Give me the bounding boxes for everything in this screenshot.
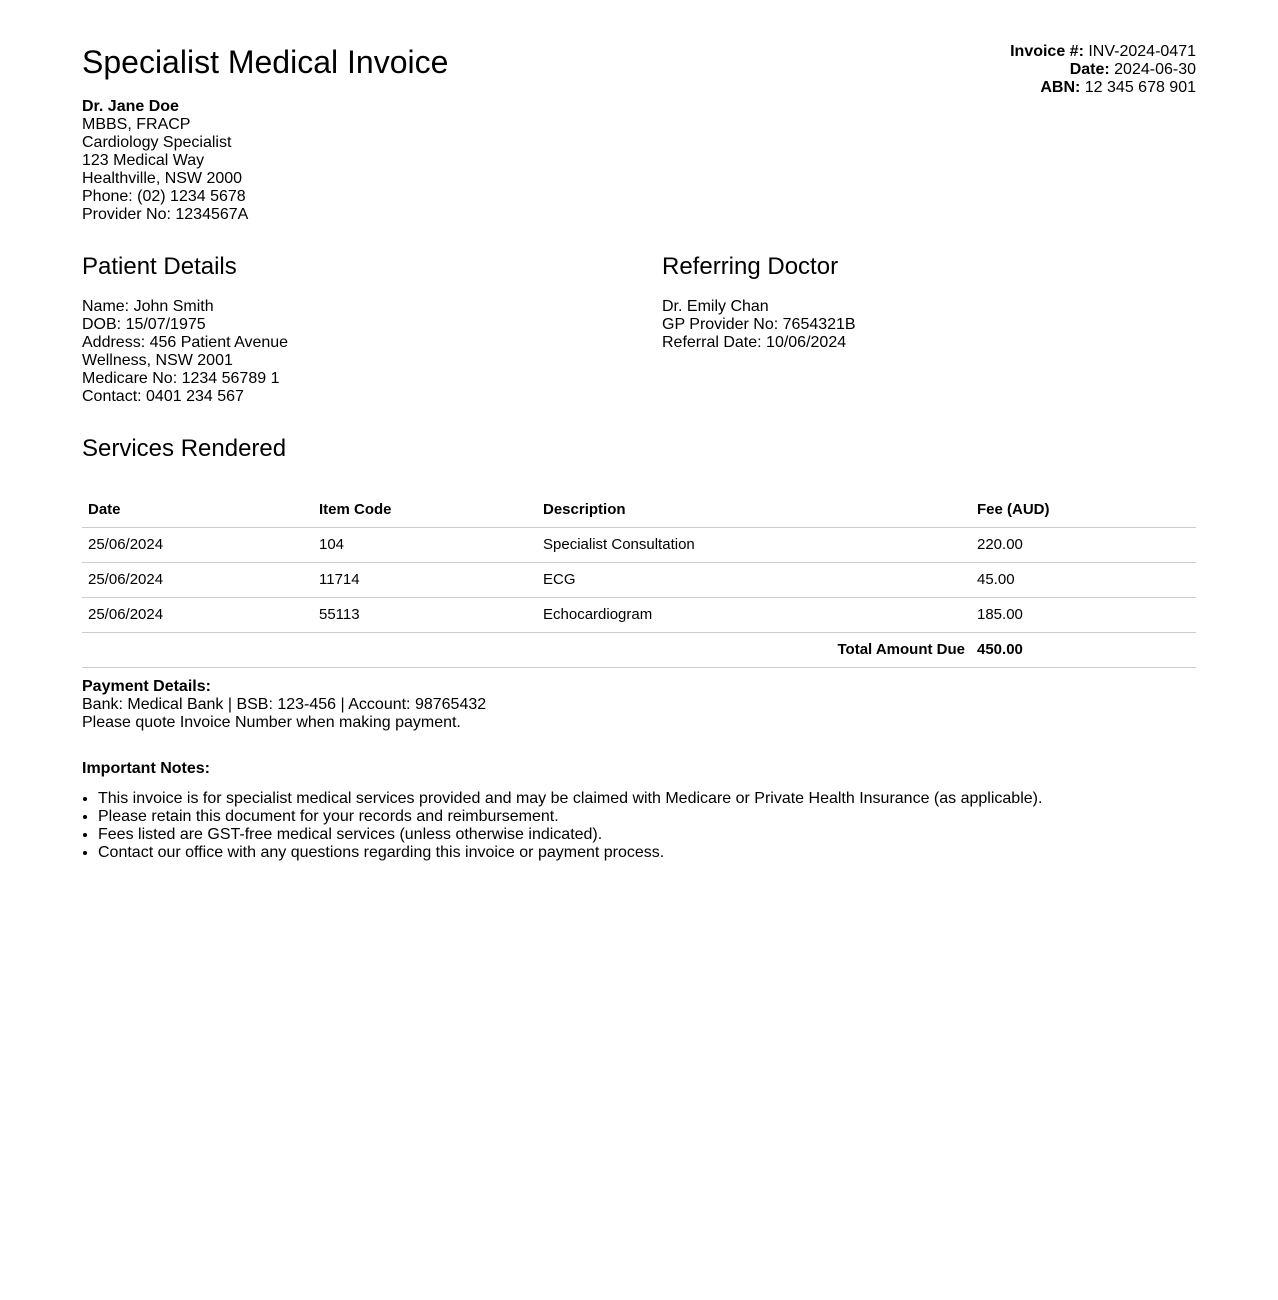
payment-details bbox=[82, 678, 486, 732]
total-row bbox=[82, 633, 1196, 668]
provider-number: Provider No: 1234567A bbox=[82, 206, 249, 223]
provider-name: Dr. Jane Doe bbox=[82, 98, 179, 115]
provider-address-line1: 123 Medical Way bbox=[82, 152, 205, 169]
column-header-fee: Fee (AUD) bbox=[971, 493, 1196, 528]
important-notes-label: Important Notes: bbox=[82, 760, 210, 777]
patient-medicare: Medicare No: 1234 56789 1 bbox=[82, 370, 280, 387]
invoice-number: INV-2024-0471 bbox=[1088, 43, 1196, 60]
service-item-code: 11714 bbox=[313, 563, 537, 598]
column-header-item-code: Item Code bbox=[313, 493, 537, 528]
provider-specialty: Cardiology Specialist bbox=[82, 134, 232, 151]
column-header-date: Date bbox=[82, 493, 313, 528]
service-fee: 220.00 bbox=[971, 528, 1196, 563]
table-row bbox=[82, 598, 1196, 633]
patient-dob: DOB: 15/07/1975 bbox=[82, 316, 206, 333]
notes-list bbox=[82, 790, 1196, 862]
service-date: 25/06/2024 bbox=[82, 528, 313, 563]
total-amount-value: 450.00 bbox=[971, 633, 1196, 668]
service-fee: 185.00 bbox=[971, 598, 1196, 633]
provider-address-line2: Healthville, NSW 2000 bbox=[82, 170, 243, 187]
invoice-date-label: Date: bbox=[1069, 61, 1110, 78]
abn-line bbox=[1010, 79, 1196, 97]
service-date: 25/06/2024 bbox=[82, 563, 313, 598]
service-date: 25/06/2024 bbox=[82, 598, 313, 633]
referrer-name: Dr. Emily Chan bbox=[662, 298, 769, 315]
list-item: • Fees listed are GST-free medical services (unless otherwise indicated). bbox=[98, 826, 1196, 844]
service-description: Specialist Consultation bbox=[537, 528, 971, 563]
list-item: • Please retain this document for your records and reimbursement. bbox=[98, 808, 1196, 826]
list-item: • This invoice is for specialist medical services provided and may be claimed with Medicare or Private Health Insurance (as applicable). bbox=[98, 790, 1196, 808]
abn-label: ABN: bbox=[1040, 79, 1081, 96]
table-row bbox=[82, 563, 1196, 598]
service-description: Echocardiogram bbox=[537, 598, 971, 633]
payment-bank-line: Bank: Medical Bank | BSB: 123-456 | Account: 98765432 bbox=[82, 696, 487, 713]
payment-instruction: Please quote Invoice Number when making payment. bbox=[82, 714, 461, 731]
referring-doctor-heading: Referring Doctor bbox=[662, 253, 839, 280]
services-heading: Services Rendered bbox=[82, 435, 287, 462]
referral-date: Referral Date: 10/06/2024 bbox=[662, 334, 847, 351]
invoice-number-line bbox=[1010, 43, 1196, 61]
referrer-provider-number: GP Provider No: 7654321B bbox=[662, 316, 856, 333]
patient-address-line1: Address: 456 Patient Avenue bbox=[82, 334, 289, 351]
patient-address-line2: Wellness, NSW 2001 bbox=[82, 352, 233, 369]
invoice-date-line bbox=[1010, 61, 1196, 79]
list-item: • Contact our office with any questions regarding this invoice or payment process. bbox=[98, 844, 1196, 862]
service-description: ECG bbox=[537, 563, 971, 598]
patient-details bbox=[82, 252, 642, 406]
abn-value: 12 345 678 901 bbox=[1084, 79, 1196, 96]
invoice-number-label: Invoice #: bbox=[1010, 43, 1084, 60]
invoice-meta bbox=[1010, 43, 1196, 97]
column-header-description: Description bbox=[537, 493, 971, 528]
patient-contact: Contact: 0401 234 567 bbox=[82, 388, 244, 405]
provider-qualifications: MBBS, FRACP bbox=[82, 116, 191, 133]
patient-details-heading: Patient Details bbox=[82, 253, 237, 280]
invoice-date: 2024-06-30 bbox=[1114, 61, 1196, 78]
services-section bbox=[82, 434, 1196, 668]
patient-name: Name: John Smith bbox=[82, 298, 214, 315]
service-item-code: 55113 bbox=[313, 598, 537, 633]
services-table bbox=[82, 493, 1196, 668]
service-fee: 45.00 bbox=[971, 563, 1196, 598]
total-amount-label: Total Amount Due bbox=[82, 633, 971, 668]
important-notes bbox=[82, 760, 1196, 862]
provider-block bbox=[82, 98, 248, 224]
referring-doctor bbox=[662, 252, 1196, 352]
provider-phone: Phone: (02) 1234 5678 bbox=[82, 188, 246, 205]
service-item-code: 104 bbox=[313, 528, 537, 563]
table-row bbox=[82, 528, 1196, 563]
page-title: Specialist Medical Invoice bbox=[82, 44, 449, 80]
table-header-row bbox=[82, 493, 1196, 528]
payment-details-label: Payment Details: bbox=[82, 678, 211, 695]
